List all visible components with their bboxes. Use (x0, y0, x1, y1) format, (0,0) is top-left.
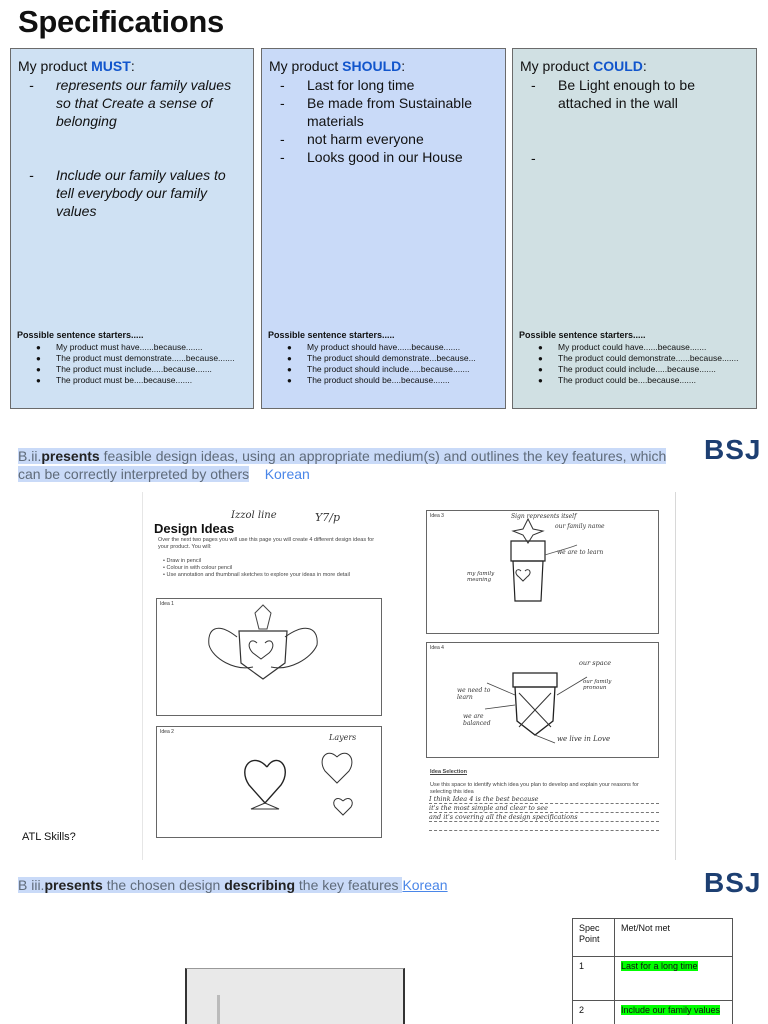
should-item: - Looks good in our House (280, 149, 463, 165)
idea-1-box: Idea 1 (156, 598, 382, 716)
worksheet-bullets: • Draw in pencil • Colour in with colour pencil • Use annotation and thumbnail sketches to explore your ideas in more detail (163, 558, 350, 578)
idea-4-box: Idea 4 our space our family pronoun we need to learn we are balanced we live in Love (426, 642, 659, 758)
must-heading: My product MUST: (18, 58, 135, 74)
sentence-starters-should: Possible sentence starters..... ● My product should have......because....... ● The product should demonstrate...because... ● The product should include.....because....... ● The product should be....because....... (268, 330, 501, 386)
idea-4-sketch (427, 643, 660, 759)
idea-selection-title: Idea Selection (430, 769, 467, 775)
starter-item: ● My product could have......because....... (538, 342, 707, 352)
sentence-starters-must: Possible sentence starters..... ● My product must have......because....... ● The product must demonstrate......because....... ● The product must include.....because....... ● The product must be....because....... (17, 330, 249, 386)
must-item: - represents our family values so that Create a sense of belonging (29, 77, 232, 129)
spec-column-could: My product COULD: - Be Light enough to be attached in the wall - Possible sentence starters..... ● My product could have......because....... ● The product could demonstrate......because....... ● The product could include.....because....... ● The product could be....because....... (512, 48, 757, 409)
spec-column-must (10, 48, 254, 409)
idea-3-box: Idea 3 Sign represents itself our family name we are to learn my family meaning (426, 510, 659, 634)
table-header-met: Met/Not met (615, 919, 733, 957)
criterion-b3-text: B iii.presents the chosen design describing the key features Korean (18, 877, 448, 893)
korean-link-2[interactable]: Korean (402, 877, 448, 893)
starter-item: ● The product must demonstrate......because....... (36, 353, 235, 363)
should-item: - Be made from Sustainable materials (280, 95, 472, 129)
spec-column-should (261, 48, 506, 409)
student-name-scrawl: Izzol line (231, 510, 277, 521)
page-title: Specifications (18, 4, 224, 39)
idea-selection-prompt: Use this space to identify which idea you plan to develop and explain your reasons for selecting this idea (430, 782, 639, 795)
criterion-b2-text: B.ii.presents feasible design ideas, using an appropriate medium(s) and outlines the key features, which can be correctly interpreted by others Korean (18, 448, 667, 482)
spec-check-table (572, 918, 733, 1024)
starter-item: ● The product must include.....because....... (36, 364, 212, 374)
bsj-logo: BSJ (704, 434, 762, 465)
table-header-spec-point: Spec Point (573, 919, 615, 957)
should-heading: My product SHOULD: (269, 58, 406, 74)
design-ideas-scan (142, 492, 676, 860)
starter-item: ● The product could include.....because....... (538, 364, 716, 374)
bsj-logo-2: BSJ (704, 867, 762, 898)
starter-item: ● The product should demonstrate...because... (287, 353, 476, 363)
starter-item: ● The product should include.....because....... (287, 364, 470, 374)
starter-item: ● The product should be....because....... (287, 375, 450, 385)
starter-item: ● The product could demonstrate......because....... (538, 353, 739, 363)
worksheet-title: Design Ideas (154, 521, 235, 536)
could-item: - Be Light enough to be attached in the wall (531, 77, 696, 111)
table-row: 2 Include our family values (573, 1001, 733, 1024)
idea-2-box: Idea 2 Layers (156, 726, 382, 838)
sentence-starters-could: Possible sentence starters..... ● My product could have......because....... ● The product could demonstrate......because....... ● The product could include.....because....... ● The product could be....because....... (519, 330, 752, 386)
starter-item: ● My product must have......because....... (36, 342, 203, 352)
table-row: 1 Last for a long time (573, 957, 733, 1001)
atl-skills-label: ATL Skills? (22, 831, 76, 843)
worksheet-intro: Over the next two pages you will use this page you will create 4 different design ideas for your product. You will: (158, 537, 375, 550)
should-item: - not harm everyone (280, 131, 424, 147)
product-photo (185, 968, 405, 1024)
should-item: - Last for long time (280, 77, 415, 93)
could-heading: My product COULD: (520, 58, 647, 74)
idea-selection-answer: I think Idea 4 is the best because it's the most simple and clear to see and it's covering all the design specifications (429, 795, 659, 831)
class-scrawl: Y7/p (315, 511, 341, 524)
starter-item: ● My product should have......because....... (287, 342, 461, 352)
idea-1-sketch (157, 599, 383, 717)
idea-3-sketch (427, 511, 660, 635)
starter-item: ● The product must be....because....... (36, 375, 193, 385)
korean-link[interactable]: Korean (264, 466, 310, 482)
must-item: - Include our family values to tell everybody our family values (29, 167, 226, 219)
starter-item: ● The product could be....because....... (538, 375, 696, 385)
idea-2-sketch (157, 727, 383, 839)
